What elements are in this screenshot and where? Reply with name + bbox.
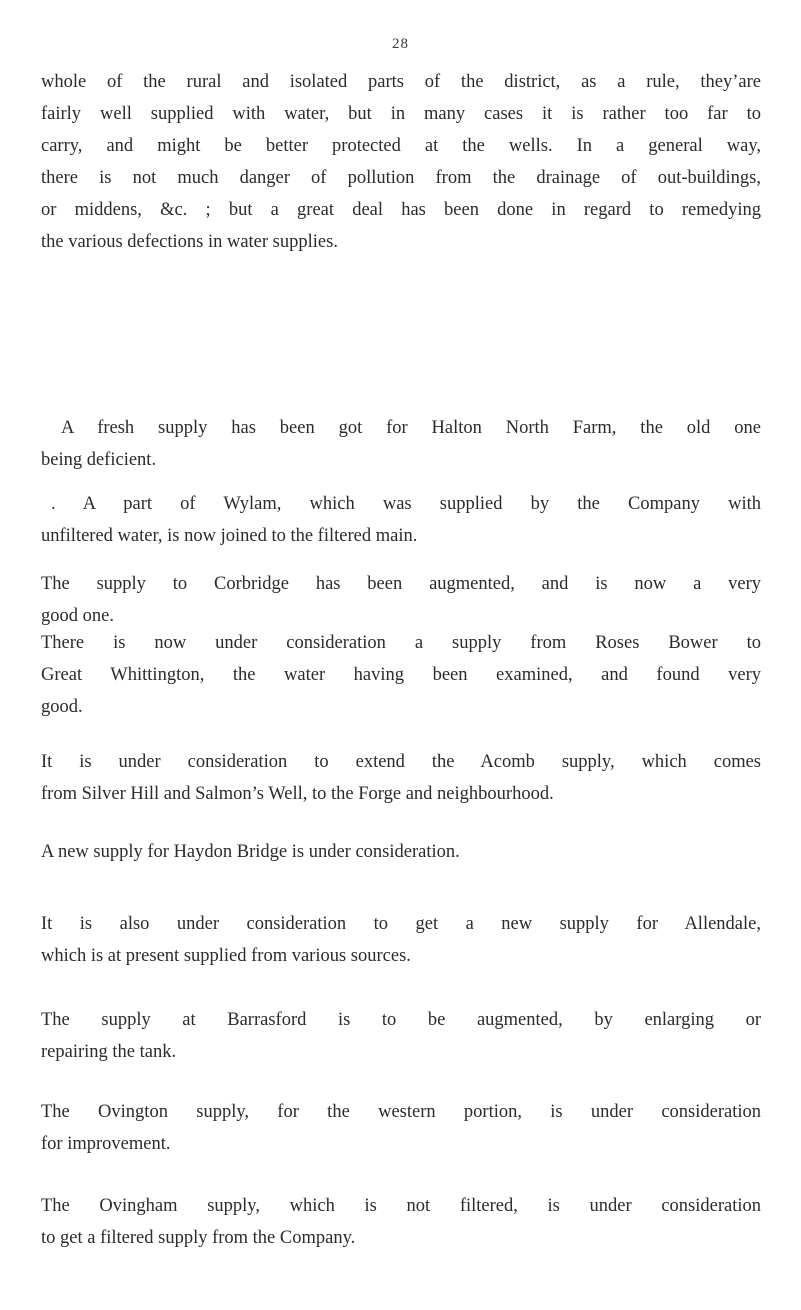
paragraph-rural-water: [41, 66, 761, 258]
paragraph-acomb: [41, 746, 761, 810]
paragraph-halton: [41, 412, 761, 476]
text-line: A fresh supply has been got for Halton North Farm, the old one: [61, 418, 761, 438]
text-line: which is at present supplied from various sources.: [41, 946, 411, 966]
text-line: the various defections in water supplies.: [41, 232, 338, 252]
text-line: The Ovington supply, for the western portion, is under consideration: [41, 1102, 761, 1122]
text-line: whole of the rural and isolated parts of the district, as a rule, they’are: [41, 72, 761, 92]
text-line: It is also under consideration to get a new supply for Allendale,: [41, 914, 761, 934]
text-line: unfiltered water, is now joined to the filtered main.: [41, 526, 418, 546]
paragraph-ovington: [41, 1096, 761, 1160]
paragraph-great-whittington: [41, 627, 761, 723]
paragraph-haydon-bridge: [41, 836, 761, 868]
text-line: being deficient.: [41, 450, 157, 470]
text-line: . A part of Wylam, which was supplied by the Company with: [51, 494, 761, 514]
text-line: carry, and might be better protected at the wells. In a general way,: [41, 136, 761, 156]
page-number: 28: [392, 36, 409, 52]
text-line: There is now under consideration a supply from Roses Bower to: [41, 633, 761, 653]
text-line: Great Whittington, the water having been examined, and found very: [41, 665, 761, 685]
text-line: there is not much danger of pollution from the drainage of out-buildings,: [41, 168, 761, 188]
text-line: fairly well supplied with water, but in many cases it is rather too far to: [41, 104, 761, 124]
paragraph-wylam: [41, 488, 761, 552]
paragraph-allendale: [41, 908, 761, 972]
text-line: A new supply for Haydon Bridge is under consideration.: [41, 842, 460, 862]
text-line: The supply at Barrasford is to be augmented, by enlarging or: [41, 1010, 761, 1030]
text-line: good one.: [41, 606, 114, 626]
paragraph-barrasford: [41, 1004, 761, 1068]
text-line: It is under consideration to extend the Acomb supply, which comes: [41, 752, 761, 772]
text-line: from Silver Hill and Salmon’s Well, to the Forge and neighbourhood.: [41, 784, 554, 804]
text-line: The Ovingham supply, which is not filtered, is under consideration: [41, 1196, 761, 1216]
text-line: good.: [41, 697, 83, 717]
paragraph-ovingham: [41, 1190, 761, 1254]
text-line: The supply to Corbridge has been augmented, and is now a very: [41, 574, 761, 594]
text-line: for improvement.: [41, 1134, 171, 1154]
text-line: to get a filtered supply from the Company.: [41, 1228, 356, 1248]
paragraph-corbridge: [41, 568, 761, 632]
text-line: or middens, &c. ; but a great deal has been done in regard to remedying: [41, 200, 761, 220]
text-line: repairing the tank.: [41, 1042, 177, 1062]
